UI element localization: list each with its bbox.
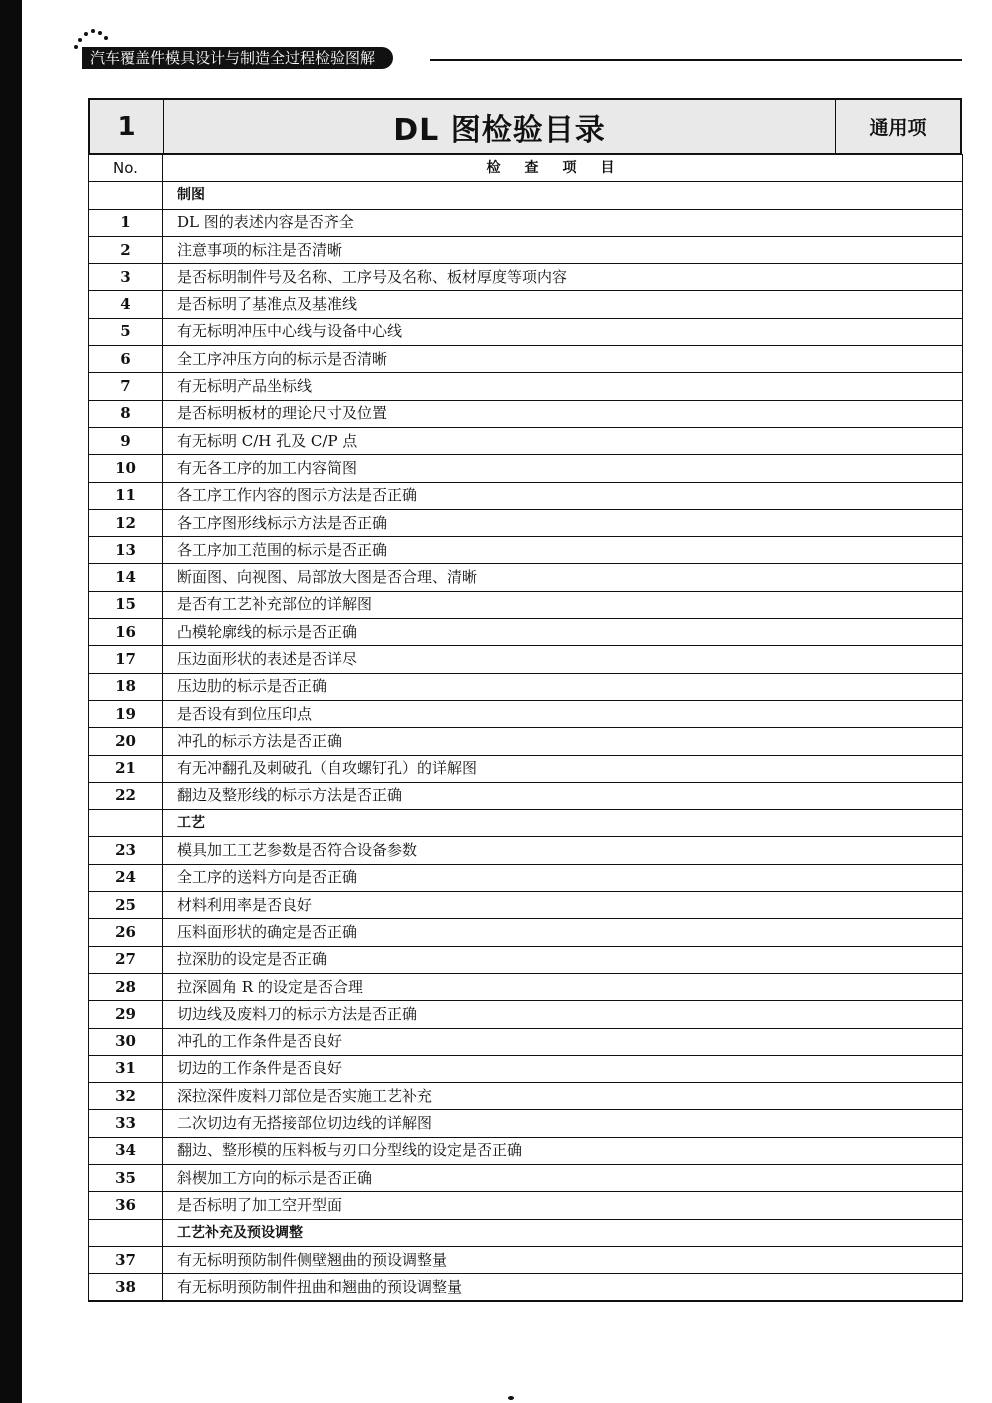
check-item-text: 是否有工艺补充部位的详解图 — [163, 591, 963, 618]
table-header-row — [89, 155, 963, 182]
row-number: 7 — [89, 373, 163, 400]
row-number: 1 — [89, 209, 163, 236]
check-item-text: 有无标明产品坐标线 — [163, 373, 963, 400]
table-row — [89, 264, 963, 291]
row-number: 5 — [89, 318, 163, 345]
table-row — [89, 646, 963, 673]
row-number: 24 — [89, 864, 163, 891]
check-item-text: 翻边及整形线的标示方法是否正确 — [163, 782, 963, 809]
check-item-text: 压边面形状的表述是否详尽 — [163, 646, 963, 673]
row-number: 37 — [89, 1246, 163, 1273]
section-row — [89, 182, 963, 209]
column-header-no: No. — [89, 155, 163, 182]
check-item-text: 是否标明制件号及名称、工序号及名称、板材厚度等项内容 — [163, 264, 963, 291]
section-heading: 工艺补充及预设调整 — [163, 1219, 963, 1246]
row-number: 23 — [89, 837, 163, 864]
row-number: 28 — [89, 973, 163, 1000]
row-number: 25 — [89, 892, 163, 919]
table-row — [89, 673, 963, 700]
table-row — [89, 427, 963, 454]
table-row — [89, 509, 963, 536]
check-item-text: 注意事项的标注是否清晰 — [163, 236, 963, 263]
table-row — [89, 236, 963, 263]
row-number: 6 — [89, 346, 163, 373]
table-row — [89, 318, 963, 345]
row-number: 36 — [89, 1192, 163, 1219]
table-row — [89, 619, 963, 646]
table-row — [89, 373, 963, 400]
row-number — [89, 1219, 163, 1246]
check-item-text: 斜楔加工方向的标示是否正确 — [163, 1164, 963, 1191]
table-row — [89, 973, 963, 1000]
check-item-text: 有无标明冲压中心线与设备中心线 — [163, 318, 963, 345]
check-item-text: 凸模轮廓线的标示是否正确 — [163, 619, 963, 646]
row-number: 33 — [89, 1110, 163, 1137]
table-row — [89, 455, 963, 482]
row-number: 26 — [89, 919, 163, 946]
check-item-text: 压边肋的标示是否正确 — [163, 673, 963, 700]
row-number: 35 — [89, 1164, 163, 1191]
row-number: 22 — [89, 782, 163, 809]
table-row — [89, 1164, 963, 1191]
row-number: 34 — [89, 1137, 163, 1164]
check-item-text: 模具加工工艺参数是否符合设备参数 — [163, 837, 963, 864]
checklist-sheet — [74, 98, 962, 1302]
row-number: 10 — [89, 455, 163, 482]
table-row — [89, 1028, 963, 1055]
check-item-text: 全工序的送料方向是否正确 — [163, 864, 963, 891]
table-row — [89, 1246, 963, 1273]
table-row — [89, 700, 963, 727]
row-number: 31 — [89, 1055, 163, 1082]
row-number: 16 — [89, 619, 163, 646]
table-row — [89, 782, 963, 809]
row-number: 27 — [89, 946, 163, 973]
row-number: 15 — [89, 591, 163, 618]
header-rule — [430, 59, 962, 61]
row-number: 18 — [89, 673, 163, 700]
checklist-category-tag: 通用项 — [869, 117, 927, 139]
row-number: 4 — [89, 291, 163, 318]
table-row — [89, 837, 963, 864]
row-number: 21 — [89, 755, 163, 782]
page-mark — [508, 1396, 514, 1400]
table-row — [89, 755, 963, 782]
check-item-text: 冲孔的工作条件是否良好 — [163, 1028, 963, 1055]
check-item-text: 断面图、向视图、局部放大图是否合理、清晰 — [163, 564, 963, 591]
page-binding-edge — [0, 0, 22, 1403]
checklist-title-row — [88, 98, 962, 154]
section-heading: 工艺 — [163, 810, 963, 837]
table-row — [89, 209, 963, 236]
section-row — [89, 1219, 963, 1246]
checklist-rows — [89, 182, 963, 1301]
check-item-text: 翻边、整形模的压料板与刃口分型线的设定是否正确 — [163, 1137, 963, 1164]
table-row — [89, 1192, 963, 1219]
table-row — [89, 1110, 963, 1137]
row-number: 2 — [89, 236, 163, 263]
table-row — [89, 1055, 963, 1082]
table-row — [89, 1083, 963, 1110]
check-item-text: 二次切边有无搭接部位切边线的详解图 — [163, 1110, 963, 1137]
check-item-text: 是否标明了基准点及基准线 — [163, 291, 963, 318]
check-item-text: 切边线及废料刀的标示方法是否正确 — [163, 1001, 963, 1028]
row-number: 17 — [89, 646, 163, 673]
check-item-text: 有无标明预防制件侧壁翘曲的预设调整量 — [163, 1246, 963, 1273]
checklist-number: 1 — [90, 100, 164, 153]
check-item-text: 拉深圆角 R 的设定是否合理 — [163, 973, 963, 1000]
book-title-banner: 汽车覆盖件模具设计与制造全过程检验图解 — [82, 47, 393, 69]
row-number: 3 — [89, 264, 163, 291]
row-number: 13 — [89, 537, 163, 564]
table-row — [89, 728, 963, 755]
row-number — [89, 182, 163, 209]
check-item-text: 各工序图形线标示方法是否正确 — [163, 509, 963, 536]
section-heading: 制图 — [163, 182, 963, 209]
table-row — [89, 1137, 963, 1164]
table-row — [89, 400, 963, 427]
check-item-text: 有无标明预防制件扭曲和翘曲的预设调整量 — [163, 1274, 963, 1301]
table-row — [89, 919, 963, 946]
section-row — [89, 810, 963, 837]
row-number: 38 — [89, 1274, 163, 1301]
check-item-text: 深拉深件废料刀部位是否实施工艺补充 — [163, 1083, 963, 1110]
table-row — [89, 864, 963, 891]
table-row — [89, 346, 963, 373]
row-number: 19 — [89, 700, 163, 727]
row-number: 30 — [89, 1028, 163, 1055]
table-row — [89, 1274, 963, 1301]
check-item-text: 有无各工序的加工内容简图 — [163, 455, 963, 482]
row-number — [89, 810, 163, 837]
checklist-table — [88, 154, 963, 1302]
check-item-text: 冲孔的标示方法是否正确 — [163, 728, 963, 755]
row-number: 32 — [89, 1083, 163, 1110]
check-item-text: DL 图的表述内容是否齐全 — [163, 209, 963, 236]
row-number: 9 — [89, 427, 163, 454]
row-number: 8 — [89, 400, 163, 427]
check-item-text: 各工序加工范围的标示是否正确 — [163, 537, 963, 564]
check-item-text: 切边的工作条件是否良好 — [163, 1055, 963, 1082]
check-item-text: 压料面形状的确定是否正确 — [163, 919, 963, 946]
check-item-text: 全工序冲压方向的标示是否清晰 — [163, 346, 963, 373]
table-row — [89, 892, 963, 919]
row-number: 20 — [89, 728, 163, 755]
table-row — [89, 946, 963, 973]
check-item-text: 各工序工作内容的图示方法是否正确 — [163, 482, 963, 509]
table-row — [89, 1001, 963, 1028]
check-item-text: 拉深肋的设定是否正确 — [163, 946, 963, 973]
row-number: 14 — [89, 564, 163, 591]
column-header-item: 检查项目 — [163, 155, 963, 182]
table-row — [89, 537, 963, 564]
check-item-text: 是否标明了加工空开型面 — [163, 1192, 963, 1219]
check-item-text: 材料利用率是否良好 — [163, 892, 963, 919]
table-row — [89, 591, 963, 618]
check-item-text: 有无冲翻孔及刺破孔（自攻螺钉孔）的详解图 — [163, 755, 963, 782]
row-number: 12 — [89, 509, 163, 536]
check-item-text: 是否标明板材的理论尺寸及位置 — [163, 400, 963, 427]
table-row — [89, 564, 963, 591]
check-item-text: 有无标明 C/H 孔及 C/P 点 — [163, 427, 963, 454]
checklist-title: DL 图检验目录 — [164, 100, 836, 153]
row-number: 29 — [89, 1001, 163, 1028]
check-item-text: 是否设有到位压印点 — [163, 700, 963, 727]
table-row — [89, 291, 963, 318]
table-row — [89, 482, 963, 509]
row-number: 11 — [89, 482, 163, 509]
